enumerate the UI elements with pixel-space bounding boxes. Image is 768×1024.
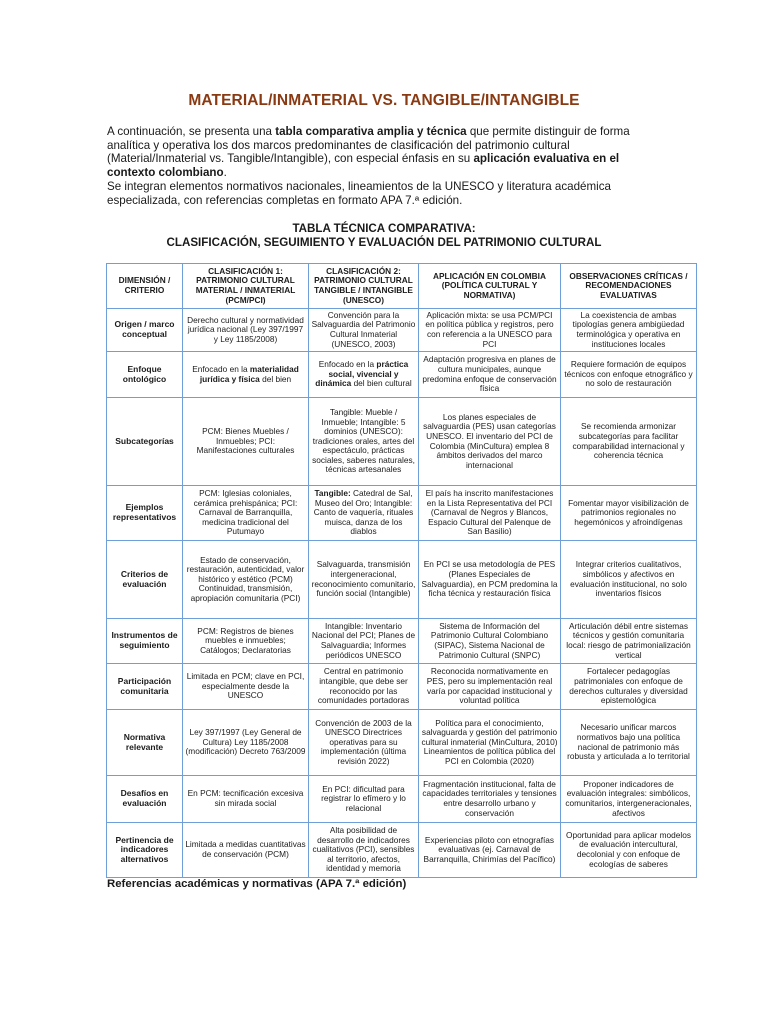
table-cell: Adaptación progresiva en planes de cultura municipales, aunque predomina enfoque de conservación física xyxy=(419,352,561,398)
table-cell: Derecho cultural y normatividad jurídica nacional (Ley 397/1997 y Ley 1185/2008) xyxy=(183,309,309,352)
document-title: MATERIAL/INMATERIAL VS. TANGIBLE/INTANGIBLE xyxy=(188,92,580,109)
table-cell: Articulación débil entre sistemas técnicos y gestión comunitaria local: riesgo de patrimonialización vertical xyxy=(561,619,697,664)
table-row xyxy=(107,823,697,878)
table-row xyxy=(107,776,697,823)
table-cell: Requiere formación de equipos técnicos con enfoque etnográfico y no solo de restauración xyxy=(561,352,697,398)
row-criterion: Criterios de evaluación xyxy=(107,541,183,619)
table-cell: Alta posibilidad de desarrollo de indicadores cualitativos (PCI), sensibles al territorio, afectos, identidad y memoria xyxy=(309,823,419,878)
row-criterion: Pertinencia de indicadores alternativos xyxy=(107,823,183,878)
table-subtitle: CLASIFICACIÓN, SEGUIMIENTO Y EVALUACIÓN DEL PATRIMONIO CULTURAL xyxy=(166,236,602,249)
header-cell: CLASIFICACIÓN 1: PATRIMONIO CULTURAL MATERIAL / INMATERIAL (PCM/PCI) xyxy=(183,264,309,309)
row-criterion: Origen / marco conceptual xyxy=(107,309,183,352)
table-header-row xyxy=(107,264,697,309)
table-cell: Reconocida normativamente en PES, pero su implementación real varía por capacidad institucional y voluntad política xyxy=(419,664,561,710)
table-cell: Enfocado en la materialidad jurídica y física del bien xyxy=(183,352,309,398)
table-cell: Integrar criterios cualitativos, simbólicos y afectivos en evaluación institucional, no solo inventarios físicos xyxy=(561,541,697,619)
table-cell: PCM: Iglesias coloniales, cerámica prehispánica; PCI: Carnaval de Barranquilla, medicina tradicional del Putumayo xyxy=(183,486,309,541)
header-cell: APLICACIÓN EN COLOMBIA (POLÍTICA CULTURAL Y NORMATIVA) xyxy=(419,264,561,309)
table-cell: Limitada en PCM; clave en PCI, especialmente desde la UNESCO xyxy=(183,664,309,710)
table-cell: Tangible: Mueble / Inmueble; Intangible: 5 dominios (UNESCO): tradiciones orales, artes del espectáculo, prácticas sociales, saberes naturales, técnicas artesanales xyxy=(309,398,419,486)
table-cell: Fortalecer pedagogías patrimoniales con enfoque de derechos culturales y diversidad epistemológica xyxy=(561,664,697,710)
table-cell: Fomentar mayor visibilización de patrimonios regionales no hegemónicos y afroindígenas xyxy=(561,486,697,541)
references-heading: Referencias académicas y normativas (APA 7.ª edición) xyxy=(107,878,407,890)
header-cell: OBSERVACIONES CRÍTICAS / RECOMENDACIONES EVALUATIVAS xyxy=(561,264,697,309)
table-cell: Salvaguarda, transmisión intergeneracional, reconocimiento comunitario, función social (Intangible) xyxy=(309,541,419,619)
table-row xyxy=(107,619,697,664)
row-criterion: Desafíos en evaluación xyxy=(107,776,183,823)
table-cell: Ley 397/1997 (Ley General de Cultura) Ley 1185/2008 (modificación) Decreto 763/2009 xyxy=(183,710,309,776)
integration-paragraph: Se integran elementos normativos nacionales, lineamientos de la UNESCO y literatura académica especializada, con referencias completas en formato APA 7.ª edición. xyxy=(107,180,611,207)
table-cell: Oportunidad para aplicar modelos de evaluación intercultural, decolonial y con enfoque de ecologías de saberes xyxy=(561,823,697,878)
table-cell: En PCI: dificultad para registrar lo efímero y lo relacional xyxy=(309,776,419,823)
table-cell: PCM: Bienes Muebles / Inmuebles; PCI: Manifestaciones culturales xyxy=(183,398,309,486)
table-cell: Convención para la Salvaguardia del Patrimonio Cultural Inmaterial (UNESCO, 2003) xyxy=(309,309,419,352)
header-cell: DIMENSIÓN / CRITERIO xyxy=(107,264,183,309)
table-cell: Estado de conservación, restauración, autenticidad, valor histórico y estético (PCM) Continuidad, transmisión, apropiación comunitaria (PCI) xyxy=(183,541,309,619)
table-cell: Experiencias piloto con etnografías evaluativas (ej. Carnaval de Barranquilla, Chirimías del Pacífico) xyxy=(419,823,561,878)
row-criterion: Enfoque ontológico xyxy=(107,352,183,398)
comparison-table xyxy=(106,263,697,878)
table-cell: Central en patrimonio intangible, que debe ser reconocido por las comunidades portadoras xyxy=(309,664,419,710)
table-row xyxy=(107,309,697,352)
row-criterion: Participación comunitaria xyxy=(107,664,183,710)
table-cell: Limitada a medidas cuantitativas de conservación (PCM) xyxy=(183,823,309,878)
header-cell: CLASIFICACIÓN 2: PATRIMONIO CULTURAL TANGIBLE / INTANGIBLE (UNESCO) xyxy=(309,264,419,309)
table-cell: Proponer indicadores de evaluación integrales: simbólicos, comunitarios, intergeneracionales, afectivos xyxy=(561,776,697,823)
table-cell: Aplicación mixta: se usa PCM/PCI en política pública y registros, pero con referencia a la UNESCO para PCI xyxy=(419,309,561,352)
table-cell: En PCM: tecnificación excesiva sin mirada social xyxy=(183,776,309,823)
table-title: TABLA TÉCNICA COMPARATIVA: xyxy=(292,222,476,235)
row-criterion: Subcategorías xyxy=(107,398,183,486)
table-cell: En PCI se usa metodología de PES (Planes Especiales de Salvaguardia), en PCM predomina la ficha técnica y restauración física xyxy=(419,541,561,619)
table-cell: Tangible: Catedral de Sal, Museo del Oro; Intangible: Canto de vaquería, rituales muisca, danza de los diablos xyxy=(309,486,419,541)
table-row xyxy=(107,664,697,710)
table-cell: Política para el conocimiento, salvaguarda y gestión del patrimonio cultural inmaterial (MinCultura, 2010) Lineamientos de política pública del PCI en Colombia (2020) xyxy=(419,710,561,776)
table-row xyxy=(107,352,697,398)
table-cell: Fragmentación institucional, falta de capacidades territoriales y tensiones entre desarrollo urbano y conservación xyxy=(419,776,561,823)
table-row xyxy=(107,710,697,776)
table-row xyxy=(107,541,697,619)
table-cell: Convención de 2003 de la UNESCO Directrices operativas para su implementación (última revisión 2022) xyxy=(309,710,419,776)
table-cell: Enfocado en la práctica social, vivencial y dinámica del bien cultural xyxy=(309,352,419,398)
table-cell: Sistema de Información del Patrimonio Cultural Colombiano (SIPAC), Sistema Nacional de Patrimonio Cultural (SNPC) xyxy=(419,619,561,664)
table-cell: Intangible: Inventario Nacional del PCI; Planes de Salvaguardia; Informes periódicos UNESCO xyxy=(309,619,419,664)
table-cell: Se recomienda armonizar subcategorías para facilitar comparabilidad internacional y coherencia técnica xyxy=(561,398,697,486)
table-cell: La coexistencia de ambas tipologías genera ambigüedad terminológica y operativa en instituciones locales xyxy=(561,309,697,352)
row-criterion: Instrumentos de seguimiento xyxy=(107,619,183,664)
table-row xyxy=(107,486,697,541)
table-row xyxy=(107,398,697,486)
row-criterion: Ejemplos representativos xyxy=(107,486,183,541)
row-criterion: Normativa relevante xyxy=(107,710,183,776)
table-cell: Los planes especiales de salvaguardia (PES) usan categorías UNESCO. El inventario del PCI de Colombia (MinCultura) emplea 8 ámbitos derivados del marco internacional xyxy=(419,398,561,486)
intro-paragraph: A continuación, se presenta una tabla comparativa amplia y técnica que permite distinguir de forma analítica y operativa los dos marcos predominantes de clasificación del patrimonio cultural (Material/Inmaterial vs. Tangible/Intangible), con especial énfasis en su aplicación evaluativa en el contexto colombiano. xyxy=(107,125,630,179)
table-cell: PCM: Registros de bienes muebles e inmuebles; Catálogos; Declaratorias xyxy=(183,619,309,664)
table-cell: Necesario unificar marcos normativos bajo una política nacional de patrimonio más robusta y articulada a lo territorial xyxy=(561,710,697,776)
table-cell: El país ha inscrito manifestaciones en la Lista Representativa del PCI (Carnaval de Negros y Blancos, Espacio Cultural del Palenque de San Basilio) xyxy=(419,486,561,541)
